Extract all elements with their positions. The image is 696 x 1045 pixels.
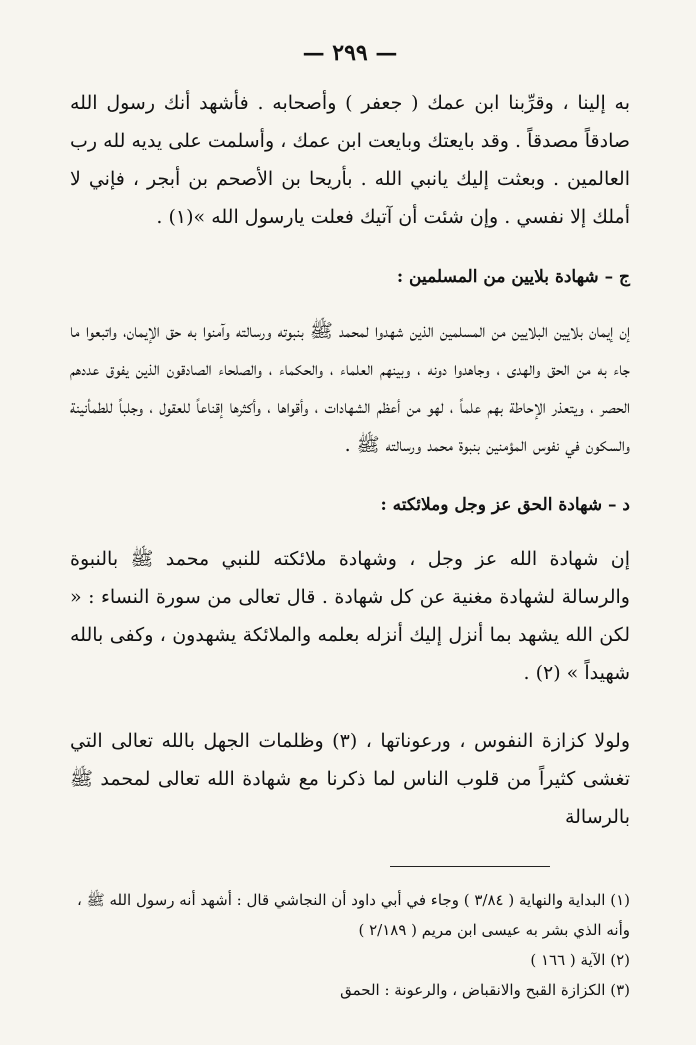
section-d-paragraph: إن شهادة الله عز وجل ، وشهادة ملائكته للنبي محمد ﷺ بالنبوة والرسالة لشهادة مغنية عن كل شهادة . قال تعالى من سورة النساء : « لكن الله يشهد بما أنزل إليك أنزله بعلمه والملائكة يشهدون ، وكفى بالله شهيداً » (٢) . — [70, 548, 630, 684]
section-c-paragraph: إن إيمان بلايين البلايين من المسلمين الذين شهدوا لمحمد ﷺ بنبوته ورسالته وآمنوا به حق الإيمان، واتبعوا ما جاء به من الحق والهدى ، وجاهدوا دونه ، وبينهم العلماء ، والحكماء ، والصلحاء الصادقون الذين يفوق عددهم الحصر ، ويتعذر الإحاطة بهم علماً ، لهو من أعظم الشهادات ، وأقواها ، وأكثرها إقناعاً للعقول ، وجلباً للطمأنينة والسكون في نفوس المؤمنين بنبوة محمد ورسالته ﷺ . — [70, 320, 630, 456]
section-c-heading: ج – شهادة بلايين من المسلمين : — [396, 267, 630, 287]
footnote-separator-wrap — [70, 866, 630, 867]
closing-paragraph: ولولا كزازة النفوس ، ورعوناتها ، (٣) وظلمات الجهل بالله تعالى التي تغشى كثيراً من قلوب الناس لما ذكرنا مع شهادة الله تعالى لمحمد ﷺ بالرسالة — [70, 730, 630, 828]
page-number: — ٢٩٩ — — [302, 40, 398, 66]
footnote-separator — [390, 866, 550, 867]
footnote-2: (٢) الآية ( ١٦٦ ) — [530, 951, 630, 969]
footnote-3: (٣) الكزازة القبح والانقباض ، والرعونة : الحمق — [340, 981, 630, 999]
footnote-1: (١) البداية والنهاية ( ٣/٨٤ ) وجاء في أبي داود أن النجاشي قال : أشهد أنه رسول الله ﷺ ، وأنه الذي بشر به عيسى ابن مريم ( ٢/١٨٩ ) — [76, 891, 630, 939]
document-page — [70, 40, 630, 1005]
intro-paragraph: به إلينا ، وقرِّبنا ابن عمك ( جعفر ) وأصحابه . فأشهد أنك رسول الله صادقاً مصدقاً . وقد بايعتك وبايعت ابن عمك ، وأسلمت على يديه لله رب العالمين . وبعثت إليك يانبي الله . بأريحا بن الأصحم بن أبجر ، فإني لا أملك إلا نفسي . وإن شئت أن آتيك فعلت يارسول الله »(١) . — [70, 92, 630, 228]
section-d-heading: د – شهادة الحق عز وجل وملائكته : — [380, 495, 630, 515]
